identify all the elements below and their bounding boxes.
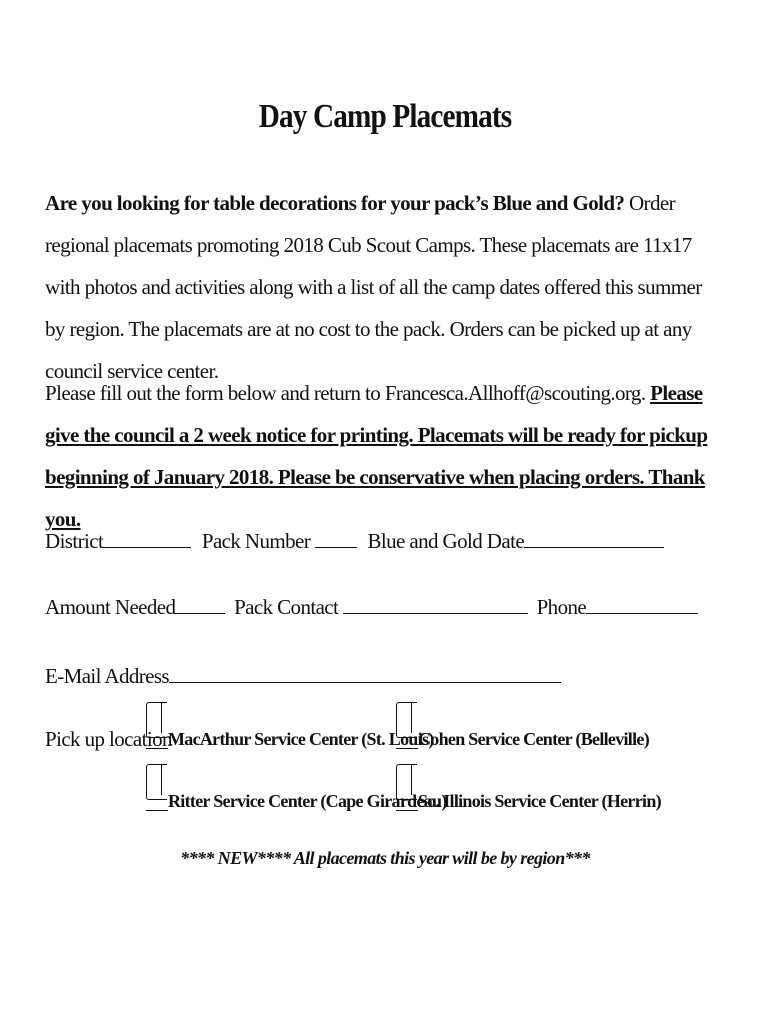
pickup-label: Pick up location [45,727,172,751]
email-field[interactable] [169,662,561,683]
intro-paragraph [45,182,725,392]
page-title: Day Camp Placemats [258,98,512,135]
pack-number-field[interactable] [315,527,357,548]
instructions-notice: Please give the council a 2 week notice for printing. Placemats will be ready for pickup beginning of January 2018. Please be conservative when placing orders. Thank you. [45,381,708,531]
pack-contact-field[interactable] [343,593,528,614]
pack-number-label: Pack Number [201,529,311,553]
checkbox-so-illinois-underline [396,810,418,811]
location-cohen: Cohen Service Center (Belleville) [418,729,649,749]
checkbox-ritter-underline [146,810,168,811]
email-label: E-Mail Address [45,664,169,688]
form-row-email [45,662,561,689]
instructions-text: Please fill out the form below and return to Francesca.Allhoff@scouting.org. [45,381,651,405]
pack-contact-label: Pack Contact [234,595,339,619]
checkbox-macarthur-underline [146,748,168,749]
location-so-illinois: So. Illinois Service Center (Herrin) [418,791,661,811]
checkbox-cohen-underline [396,748,418,749]
checkbox-ritter[interactable] [146,764,167,800]
district-field[interactable] [103,527,191,548]
instructions-paragraph [45,372,725,540]
form-row-amount [45,593,698,620]
phone-field[interactable] [586,593,698,614]
form-row-district [45,527,664,554]
amount-needed-field[interactable] [175,593,225,614]
intro-body: Order regional placemats promoting 2018 Cub Scout Camps. These placemats are 11x17 with photos and activities along with a list of all the camp dates offered this summer by region. The placemats are at no cost to the pack. Orders can be picked up at any council service center. [45,191,702,383]
footer-note: **** NEW**** All placemats this year will be by region*** [180,848,590,868]
location-macarthur: MacArthur Service Center (St. Louis) [168,729,434,749]
phone-label: Phone [536,595,587,619]
district-label: District [45,529,104,553]
checkbox-so-illinois[interactable] [396,764,417,800]
location-ritter: Ritter Service Center (Cape Girardeau) [168,791,447,811]
blue-gold-date-label: Blue and Gold Date [367,529,525,553]
blue-gold-date-field[interactable] [524,527,664,548]
amount-needed-label: Amount Needed [45,595,176,619]
checkbox-macarthur[interactable] [146,702,167,738]
intro-lead: Are you looking for table decorations for your pack’s Blue and Gold? [45,191,625,215]
checkbox-cohen[interactable] [396,702,417,738]
